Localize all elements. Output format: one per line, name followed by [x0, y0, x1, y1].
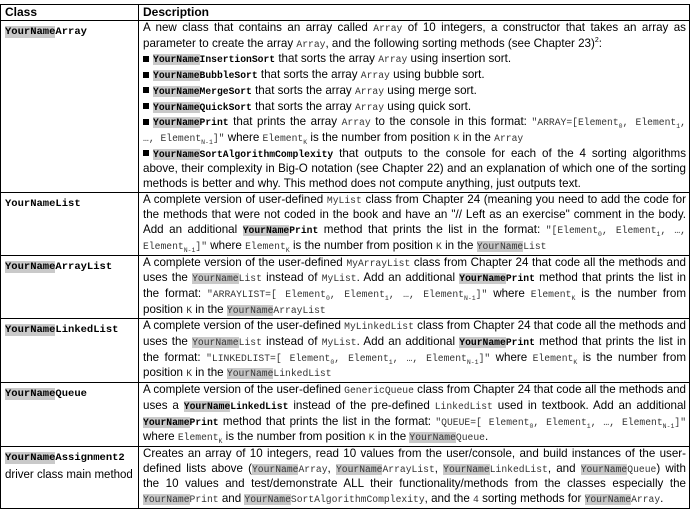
text-run: of 10 integers, a constructor that takes an array as parameter to create the array — [143, 21, 686, 50]
text-run: ]" — [674, 416, 687, 428]
text-run: Array — [296, 38, 326, 50]
class-name — [5, 452, 125, 464]
text-run: YourName — [244, 494, 291, 506]
text-run — [435, 417, 686, 428]
text-run: class from Chapter 24 that code all the methods and uses the — [143, 319, 686, 349]
text-run: that outputs to the console for each of the 4 sorting algorithms above, their complexity in Big-O notation (see Chapter 22) and an explanation of which one of the sorting methods is better and why. This method does not compute anything, just outputs text. — [143, 146, 686, 191]
text-run: A complete version of the user-defined — [143, 383, 341, 397]
text-run: "ARRAYLIST=[ Element — [207, 288, 326, 300]
text-run: LinkedList — [489, 463, 548, 475]
text-run: N-1 — [201, 138, 213, 146]
text-run — [153, 54, 275, 65]
text-run: Assignment2 — [55, 451, 125, 464]
text-run: K — [218, 438, 223, 446]
text-run: Array — [298, 463, 328, 475]
class-cell — [1, 192, 139, 255]
table-row — [1, 192, 690, 255]
class-name — [5, 324, 118, 336]
class-name — [5, 26, 87, 38]
text-run: Element — [262, 132, 304, 144]
text-run — [443, 464, 548, 475]
text-run: YourName — [143, 416, 190, 428]
text-run — [153, 149, 333, 160]
text-run: . — [660, 492, 664, 506]
text-run: List — [238, 273, 262, 285]
text-run: , …, Element — [143, 225, 686, 252]
text-run — [459, 337, 535, 348]
text-run: : — [598, 36, 602, 50]
bullet-icon — [143, 119, 149, 125]
text-run: 1 — [388, 358, 393, 366]
text-run: is the number from position — [143, 350, 686, 380]
class-name — [5, 388, 87, 400]
text-run: YourName — [580, 463, 628, 475]
text-run: 1 — [656, 231, 661, 239]
text-run: Element — [532, 352, 574, 364]
bullet-complexity — [143, 147, 686, 192]
text-run: that sorts the array — [255, 83, 352, 97]
text-run: MyLinkedList — [344, 321, 414, 333]
table-row — [1, 319, 690, 383]
text-run: Array — [494, 132, 524, 144]
text-run: SortAlgorithmComplexity — [290, 494, 425, 506]
text-run — [184, 401, 289, 412]
text-run: ArrayList — [273, 304, 326, 316]
text-run: A new class that contains an array called — [143, 21, 368, 34]
text-run: , Element — [334, 352, 389, 364]
text-run: BubbleSort — [199, 70, 258, 82]
text-run: YourName — [153, 148, 200, 160]
text-run: YourName — [183, 400, 231, 412]
text-run: using bubble sort. — [393, 68, 485, 82]
text-run: 1 — [586, 422, 591, 430]
description-cell — [139, 21, 690, 193]
text-run: YourName — [192, 337, 239, 349]
text-run: , Element — [533, 416, 587, 428]
text-run: LinkedList — [55, 324, 119, 337]
text-run: Array — [373, 23, 403, 34]
text-run: , …, Element — [590, 416, 663, 428]
text-run: YourName — [226, 304, 274, 316]
bullet-insertion — [143, 52, 686, 68]
bullet-print — [143, 115, 686, 146]
text-run — [192, 337, 262, 348]
text-run: Print — [505, 273, 535, 285]
text-run: Array — [354, 85, 385, 97]
text-run: and — [221, 492, 242, 506]
text-run: List — [55, 197, 81, 210]
text-run: A complete version of the user-defined — [143, 255, 343, 269]
text-run: ]" — [212, 132, 225, 144]
text-run: K — [368, 432, 375, 444]
text-run: is the number from position — [225, 430, 366, 444]
bullet-quick — [143, 100, 686, 116]
text-run: Element — [635, 117, 677, 129]
text-run: YourName — [5, 324, 56, 337]
text-run: InsertionSort — [199, 54, 276, 66]
text-run: YourName — [153, 117, 200, 129]
text-run: sorting methods for — [482, 492, 582, 506]
table-row — [1, 383, 690, 447]
text-run — [192, 273, 262, 284]
text-run: Array — [360, 70, 390, 82]
text-run: N-1 — [183, 246, 196, 254]
text-run — [206, 353, 490, 364]
text-run — [477, 241, 547, 252]
text-run: where — [493, 286, 525, 300]
text-run: "ARRAY=[Element — [531, 117, 619, 129]
bullet-icon — [143, 72, 149, 78]
text-run: K — [186, 304, 193, 316]
class-subtitle: driver class main method — [5, 468, 133, 481]
text-run: N-1 — [463, 294, 476, 302]
text-run: "[Element — [545, 225, 599, 237]
text-run: YourName — [5, 260, 56, 273]
description-cell — [139, 383, 690, 447]
text-run: , and — [547, 461, 576, 475]
text-run: ]" — [195, 240, 208, 252]
text-run: 0 — [529, 422, 534, 430]
class-cell — [1, 319, 139, 383]
text-run: YourName — [153, 70, 200, 82]
text-run: . Add an additional — [356, 271, 456, 285]
header-class: Class — [1, 5, 139, 21]
text-run: YourName — [335, 463, 383, 475]
bullet-merge — [143, 84, 686, 100]
text-run: YourName — [153, 54, 200, 66]
text-run — [584, 492, 664, 506]
text-run: , …, Element — [388, 288, 464, 300]
text-run: in the — [445, 238, 474, 252]
text-run: List — [523, 240, 547, 252]
text-run — [459, 273, 535, 284]
class-cell — [1, 21, 139, 193]
text-run — [581, 464, 657, 475]
class-cell — [1, 446, 139, 508]
text-run — [153, 117, 229, 128]
text-run: Array — [631, 494, 661, 506]
table-row — [1, 21, 690, 193]
text-run — [244, 494, 424, 505]
text-run: Queue — [627, 463, 657, 475]
description-cell — [139, 192, 690, 255]
text-run: method that prints the list in the format: — [323, 223, 541, 237]
text-run: instead of the pre-defined — [293, 398, 430, 412]
text-run: , and the following sorting methods (see Chapter 23) — [325, 36, 595, 50]
text-run: ArrayList — [382, 463, 435, 475]
text-run: ]" — [475, 288, 488, 300]
text-run: 1 — [676, 123, 681, 131]
text-run: Print — [189, 494, 219, 506]
text-run: that sorts the array — [255, 99, 352, 113]
text-run: instead of — [266, 271, 318, 285]
text-run — [533, 353, 578, 364]
text-run: where — [143, 430, 175, 444]
text-run — [409, 432, 485, 443]
text-run: where — [495, 350, 528, 364]
text-run: YourName — [251, 463, 299, 475]
text-run: Array — [378, 54, 408, 66]
text-run: that sorts the array — [278, 52, 375, 66]
text-run — [143, 494, 219, 505]
text-run: A complete version of the user-defined — [143, 319, 341, 333]
class-description-table — [0, 4, 690, 509]
text-run: 0 — [618, 123, 623, 131]
text-run: 1 — [384, 294, 389, 302]
text-run — [227, 305, 326, 316]
text-run: that sorts the array — [260, 68, 358, 82]
text-run: 4 — [473, 494, 479, 506]
text-run: using quick sort. — [387, 99, 472, 113]
text-run: method that prints the list in the format: — [222, 414, 432, 428]
text-run — [153, 102, 252, 113]
text-run: where — [227, 130, 260, 144]
text-run: . — [485, 430, 489, 444]
text-run: QuickSort — [199, 101, 252, 113]
text-run: Array — [55, 26, 87, 38]
text-run: List — [238, 337, 262, 349]
text-run: YourName — [5, 26, 56, 38]
text-run: in the — [195, 366, 224, 380]
text-run: to the console in this format: — [375, 115, 527, 129]
text-run — [153, 70, 258, 81]
text-run: LinkedList — [434, 400, 493, 412]
class-cell — [1, 255, 139, 319]
text-run: using insertion sort. — [410, 52, 512, 66]
text-run: YourName — [143, 494, 190, 506]
bullet-icon — [143, 150, 149, 156]
text-run: MyList — [321, 337, 357, 349]
text-run: YourName — [192, 273, 239, 285]
text-run: N-1 — [466, 358, 479, 366]
class-name — [5, 261, 112, 273]
text-run: LinkedList — [230, 400, 289, 412]
text-run: 0 — [326, 294, 330, 302]
text-run: class from Chapter 24 (meaning you need to add the code for the methods that were not coded in the book and have an "// Left as an exercise" comment in the body. Add an additional — [143, 192, 686, 237]
text-run: , …, Element — [143, 117, 686, 144]
text-run: K — [573, 358, 578, 366]
text-run: , and the — [424, 492, 470, 506]
text-run: LinkedList — [273, 368, 332, 380]
text-run — [245, 241, 290, 252]
text-run: is the number from position — [292, 238, 433, 252]
text-run: YourName — [443, 463, 490, 475]
text-run: "LINKEDLIST=[ Element — [206, 352, 331, 364]
text-run: 0 — [330, 358, 335, 366]
text-run: YourName — [584, 494, 632, 506]
description-cell — [139, 319, 690, 383]
text-run: in the — [195, 302, 224, 316]
text-run: GenericQueue — [344, 385, 414, 397]
text-run: that prints the array — [233, 115, 338, 129]
text-run: used in textbook. Add an additional — [497, 398, 686, 412]
text-run — [207, 289, 487, 300]
text-run: MyList — [326, 194, 362, 206]
text-run: , Element — [329, 288, 385, 300]
text-run: YourName — [226, 368, 274, 380]
text-run: Array — [354, 101, 385, 113]
text-run: . Add an additional — [356, 335, 456, 349]
text-run: K — [571, 294, 576, 302]
text-run: in the — [462, 130, 491, 144]
text-run: Print — [505, 337, 535, 349]
text-run: YourName — [5, 197, 56, 210]
text-run: instead of — [266, 335, 318, 349]
text-run: ]" — [478, 352, 491, 364]
table-row — [1, 255, 690, 319]
text-run — [263, 133, 308, 144]
text-run: MergeSort — [199, 85, 252, 97]
text-run: method that prints the list in the format: — [143, 335, 687, 364]
text-run: Element — [177, 432, 219, 444]
text-run: , — [622, 117, 629, 129]
text-run: YourName — [5, 388, 56, 401]
text-run: Print — [289, 225, 319, 237]
text-run: Print — [189, 416, 219, 428]
text-run — [531, 289, 576, 300]
text-run: 0 — [598, 231, 602, 239]
text-run: , …, Element — [392, 352, 467, 364]
text-run: 2 — [594, 36, 599, 44]
class-cell — [1, 383, 139, 447]
text-run — [336, 464, 435, 475]
text-run: K — [436, 240, 442, 252]
text-run: ) with the 10 values and test/demonstrate ALL their functionality/methods from the classes especially the — [143, 461, 686, 491]
text-run: YourName — [476, 240, 524, 252]
text-run: YourName — [459, 273, 506, 285]
description-cell: Creates an array of 10 integers, read 10 values from the user/console, and build instances of the user-defined lists above (YourNameArray, YourNameArrayList, YourNameLinkedList, and YourNameQueue) with the 10 values and test/demonstrate ALL their functionality/methods from the classes especially the YourNamePrint and YourNameSortAlgorithmComplexity, and the 4 sorting methods for YourNameArray. — [139, 446, 690, 508]
text-run: K — [453, 132, 460, 144]
text-run: Queue — [55, 388, 87, 401]
text-run: ArrayList — [55, 260, 113, 273]
text-run: Queue — [455, 432, 485, 444]
table-header-row — [1, 5, 690, 21]
text-run: K — [303, 138, 308, 146]
text-run — [243, 225, 319, 236]
text-run: "QUEUE=[ Element — [435, 416, 530, 428]
text-run: N-1 — [662, 422, 675, 430]
text-run: is the number from position — [310, 130, 451, 144]
bullet-icon — [143, 103, 149, 109]
header-description: Description — [139, 5, 690, 21]
bullet-bubble — [143, 68, 686, 84]
text-run: is the number from position — [143, 286, 686, 316]
text-run — [177, 432, 223, 446]
text-run: MyArrayList — [346, 257, 411, 269]
text-run: where — [210, 238, 242, 252]
table-row — [1, 446, 690, 508]
text-run — [143, 417, 219, 428]
text-run: YourName — [153, 101, 200, 113]
text-run: A complete version of user-defined — [143, 192, 324, 206]
text-run: YourName — [5, 451, 56, 464]
text-run — [227, 368, 332, 379]
text-run: Print — [199, 117, 229, 129]
bullet-icon — [143, 87, 149, 93]
text-run: class from Chapter 24 that code all the methods and uses the — [143, 255, 686, 285]
text-run: Array — [341, 117, 371, 129]
text-run: Element — [245, 240, 286, 252]
text-run: YourName — [459, 337, 506, 349]
text-run: , Element — [601, 225, 657, 237]
text-run: YourName — [242, 225, 290, 237]
text-run: YourName — [153, 85, 200, 97]
text-run: Element — [530, 288, 572, 300]
text-run: using merge sort. — [387, 83, 477, 97]
text-run: class from Chapter 24 that code all the methods and uses a — [143, 383, 686, 412]
text-run: method that prints the list in the format: — [143, 271, 687, 300]
text-run — [153, 86, 252, 97]
bullet-icon — [143, 56, 149, 62]
text-run: MyList — [321, 273, 357, 285]
text-run: Creates an array of 10 integers, read 10 values from the user/console, and build instances of the user-defined lists above ( — [143, 446, 686, 475]
text-run: K — [285, 246, 290, 254]
description-cell — [139, 255, 690, 319]
text-run: K — [186, 368, 193, 380]
text-run: in the — [377, 430, 407, 444]
class-name — [5, 198, 81, 210]
text-run: YourName — [409, 432, 456, 444]
text-run: SortAlgorithmComplexity — [199, 148, 334, 160]
text-run — [252, 464, 328, 475]
